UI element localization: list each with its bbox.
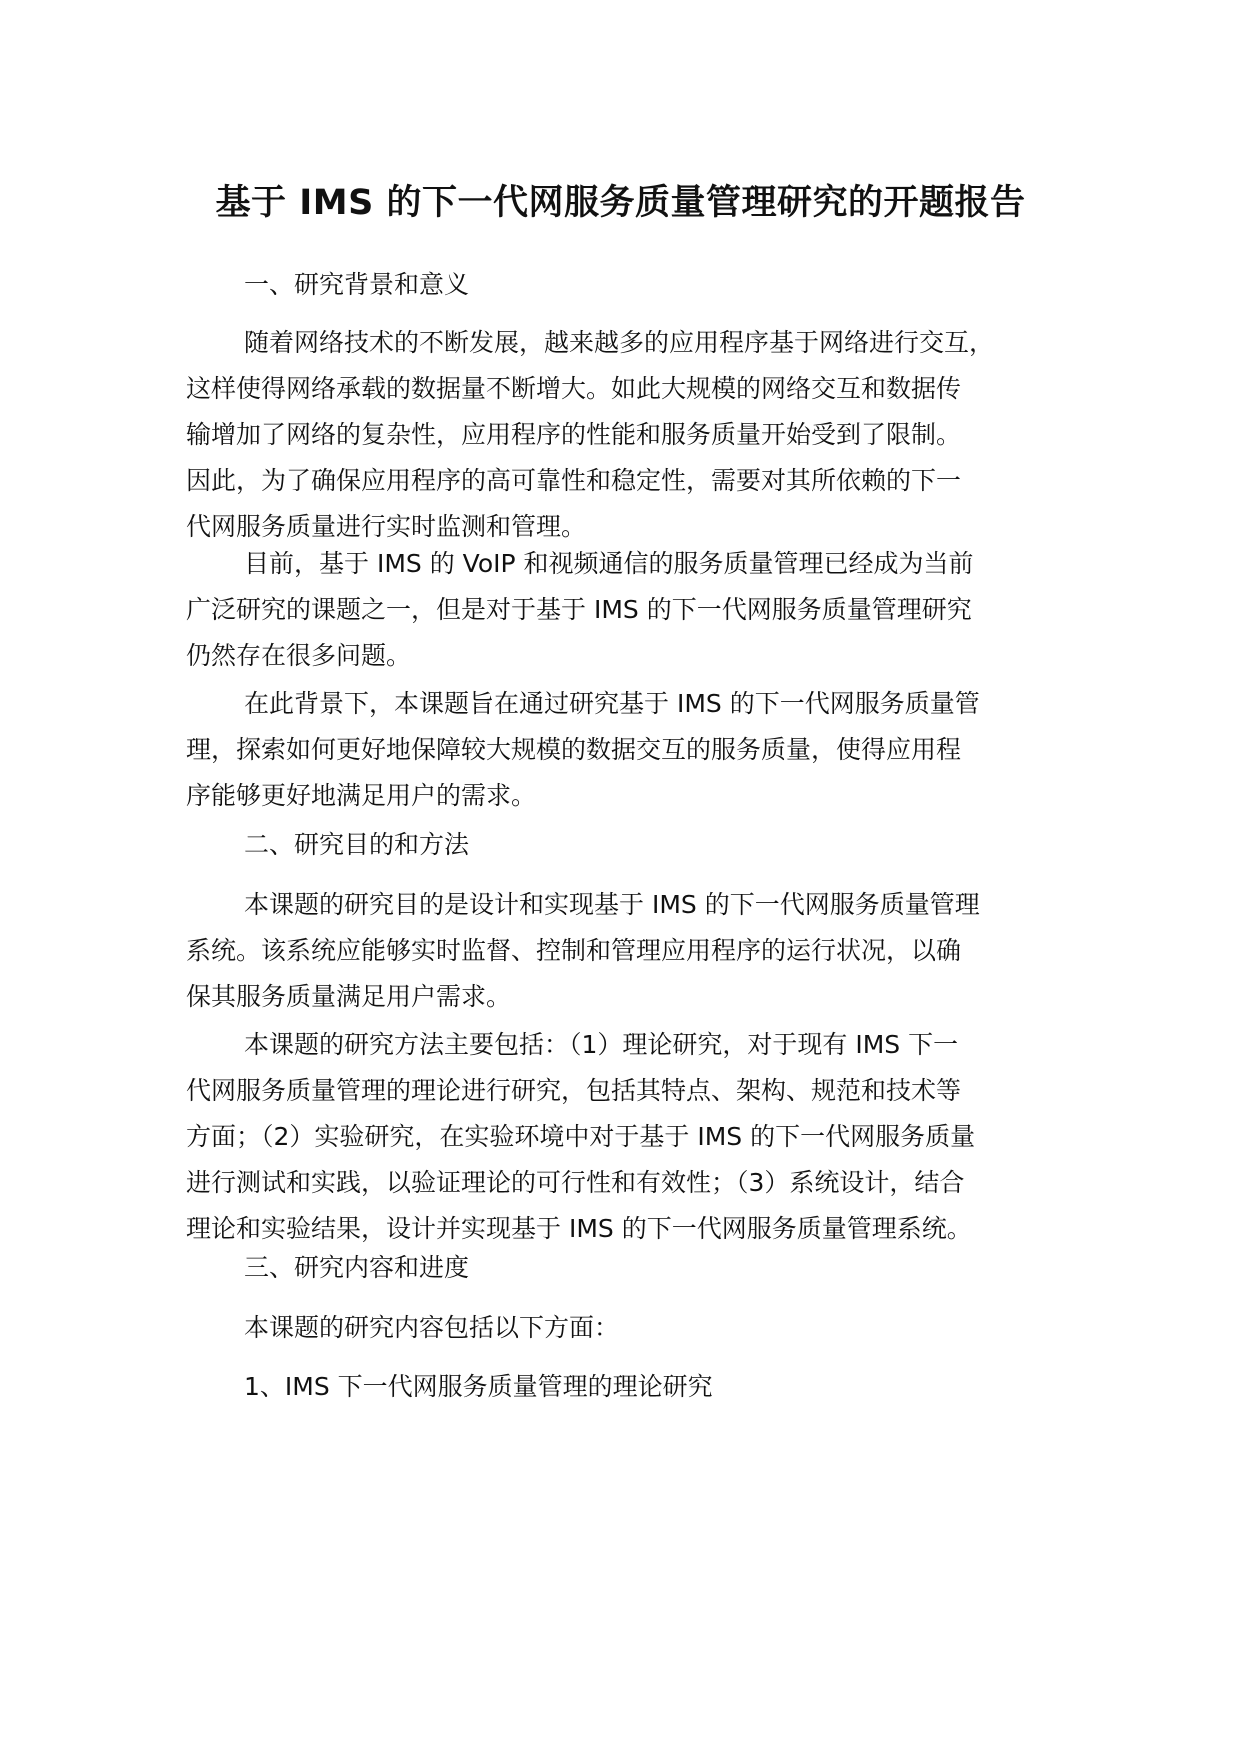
paragraph-line: 本课题的研究方法主要包括：（1）理论研究，对于现有 IMS 下一: [244, 1030, 959, 1059]
paragraph-line: 因此，为了确保应用程序的高可靠性和稳定性，需要对其所依赖的下一: [186, 466, 962, 495]
list-item: [186, 1364, 1086, 1410]
paragraph-line: 序能够更好地满足用户的需求。: [186, 781, 537, 810]
paragraph-methods: [186, 1022, 1086, 1252]
paragraph-line: 随着网络技术的不断发展，越来越多的应用程序基于网络进行交互，: [244, 328, 995, 357]
paragraph-project-aim: [186, 681, 1086, 819]
paragraph-line: 方面；（2）实验研究，在实验环境中对于基于 IMS 的下一代网服务质量: [186, 1122, 976, 1151]
section-heading-background: [186, 262, 1086, 308]
paragraph-line: 理论和实验结果，设计并实现基于 IMS 的下一代网服务质量管理系统。: [186, 1214, 972, 1243]
paragraph-line: 理，探索如何更好地保障较大规模的数据交互的服务质量，使得应用程: [186, 735, 962, 764]
section-heading: 二、研究目的和方法: [244, 830, 470, 859]
paragraph-line: 保其服务质量满足用户需求。: [186, 982, 512, 1011]
paragraph-line: 仍然存在很多问题。: [186, 641, 412, 670]
section-heading: 三、研究内容和进度: [244, 1253, 470, 1282]
list-item-text: 1、IMS 下一代网服务质量管理的理论研究: [244, 1372, 713, 1401]
paragraph-purpose: [186, 882, 1086, 1020]
paragraph-line: 进行测试和实践，以验证理论的可行性和有效性；（3）系统设计，结合: [186, 1168, 965, 1197]
paragraph-current-status: [186, 541, 1086, 679]
paragraph-line: 这样使得网络承载的数据量不断增大。如此大规模的网络交互和数据传: [186, 374, 962, 403]
paragraph-line: 本课题的研究内容包括以下方面：: [244, 1313, 620, 1342]
paragraph-line: 在此背景下，本课题旨在通过研究基于 IMS 的下一代网服务质量管: [244, 689, 980, 718]
paragraph-line: 系统。该系统应能够实时监督、控制和管理应用程序的运行状况，以确: [186, 936, 962, 965]
paragraph-line: 广泛研究的课题之一，但是对于基于 IMS 的下一代网服务质量管理研究: [186, 595, 972, 624]
section-heading-content: [186, 1245, 1086, 1291]
paragraph-line: 目前，基于 IMS 的 VoIP 和视频通信的服务质量管理已经成为当前: [244, 549, 974, 578]
section-heading-purpose: [186, 822, 1086, 868]
section-heading: 一、研究背景和意义: [244, 270, 470, 299]
paragraph-line: 本课题的研究目的是设计和实现基于 IMS 的下一代网服务质量管理: [244, 890, 980, 919]
paragraph-line: 输增加了网络的复杂性，应用程序的性能和服务质量开始受到了限制。: [186, 420, 962, 449]
paragraph-content-intro: [186, 1305, 1086, 1351]
document-title: 基于 IMS 的下一代网服务质量管理研究的开题报告: [215, 183, 1026, 223]
paragraph-background: [186, 320, 1086, 550]
paragraph-line: 代网服务质量进行实时监测和管理。: [186, 512, 587, 541]
paragraph-line: 代网服务质量管理的理论进行研究，包括其特点、架构、规范和技术等: [186, 1076, 962, 1105]
